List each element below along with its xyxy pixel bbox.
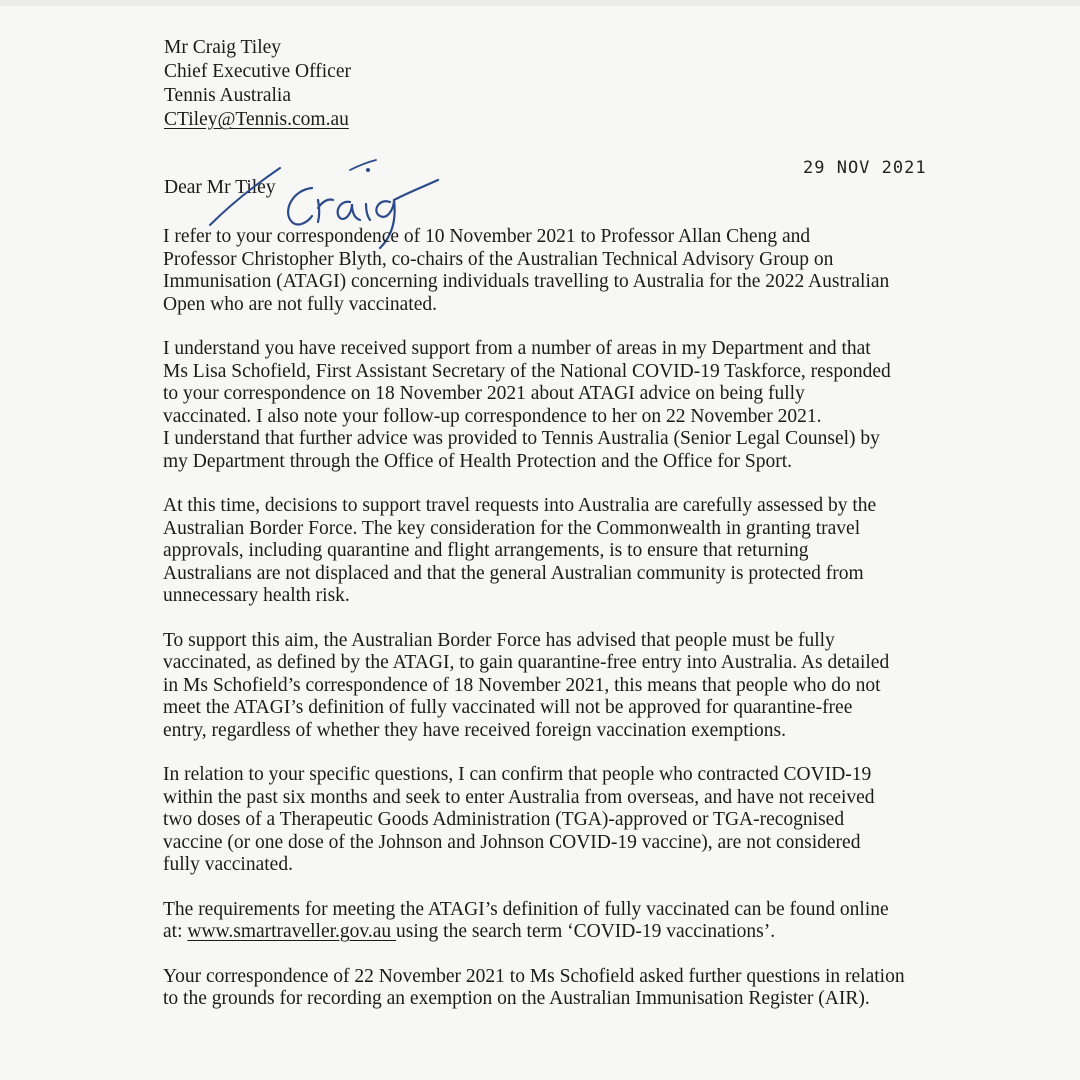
text-line: Australians are not displaced and that the general Australian community is protected from [163,562,864,584]
text-line: I refer to your correspondence of 10 November 2021 to Professor Allan Cheng and [163,226,811,247]
paragraph-5 [163,764,943,877]
text-line: vaccine (or one dose of the Johnson and Johnson COVID-19 vaccine), are not considered [163,831,861,853]
text-line: At this time, decisions to support travel requests into Australia are carefully assessed by the [163,495,877,516]
paragraph-3 [163,495,943,608]
text-fragment: using the search term ‘COVID-19 vaccinations’. [396,921,776,942]
text-line: to the grounds for recording an exemption on the Australian Immunisation Register (AIR). [163,988,870,1009]
text-line: in Ms Schofield’s correspondence of 18 November 2021, this means that people who do not [163,674,881,696]
text-line: vaccinated. I also note your follow-up correspondence to her on 22 November 2021. [163,405,822,427]
text-line: fully vaccinated. [163,854,293,875]
recipient-organisation: Tennis Australia [164,85,291,106]
text-line: Immunisation (ATAGI) concerning individuals travelling to Australia for the 2022 Australian [163,271,890,292]
text-line: entry, regardless of whether they have received foreign vaccination exemptions. [163,719,787,741]
recipient-email-link[interactable]: CTiley@Tennis.com.au [164,109,349,130]
paragraph-1 [163,226,943,316]
text-line: I understand you have received support from a number of areas in my Department and that [163,338,871,359]
text-line [163,921,943,944]
text-line: to your correspondence on 18 November 2021 about ATAGI advice on being fully [163,383,805,404]
text-line: Professor Christopher Blyth, co-chairs of the Australian Technical Advisory Group on [163,248,834,270]
text-line: The requirements for meeting the ATAGI’s definition of fully vaccinated can be found online [163,898,889,920]
letter-body [163,226,943,1033]
date-stamp: 29 NOV 2021 [803,158,927,178]
recipient-address-block [164,36,351,132]
text-line: I understand that further advice was provided to Tennis Australia (Senior Legal Counsel) by [163,428,880,449]
recipient-title: Chief Executive Officer [164,61,351,82]
paragraph-6 [163,899,943,944]
text-line: Australian Border Force. The key consideration for the Commonwealth in granting travel [163,517,861,539]
text-fragment: at: [163,921,188,942]
salutation: Dear Mr Tiley [164,177,276,198]
text-line: vaccinated, as defined by the ATAGI, to gain quarantine-free entry into Australia. As detailed [163,652,890,673]
text-line: within the past six months and seek to enter Australia from overseas, and have not received [163,786,875,808]
text-line: meet the ATAGI’s definition of fully vaccinated will not be approved for quarantine-free [163,697,853,718]
text-line: two doses of a Therapeutic Goods Administration (TGA)-approved or TGA-recognised [163,809,845,830]
text-line: In relation to your specific questions, I can confirm that people who contracted COVID-19 [163,764,872,785]
text-line: Your correspondence of 22 November 2021 to Ms Schofield asked further questions in relation [163,965,905,987]
paragraph-4 [163,630,943,743]
text-line: my Department through the Office of Health Protection and the Office for Sport. [163,450,793,472]
paragraph-7 [163,966,943,1011]
text-line: To support this aim, the Australian Border Force has advised that people must be fully [163,629,835,651]
text-line: unnecessary health risk. [163,585,350,606]
smartraveller-link[interactable]: www.smartraveller.gov.au [187,921,397,942]
text-line: Ms Lisa Schofield, First Assistant Secretary of the National COVID-19 Taskforce, responded [163,360,891,382]
recipient-name: Mr Craig Tiley [164,37,282,58]
page-top-edge [0,0,1080,6]
text-line: approvals, including quarantine and flight arrangements, is to ensure that returning [163,540,809,561]
text-line: Open who are not fully vaccinated. [163,293,437,315]
paragraph-2 [163,338,943,473]
